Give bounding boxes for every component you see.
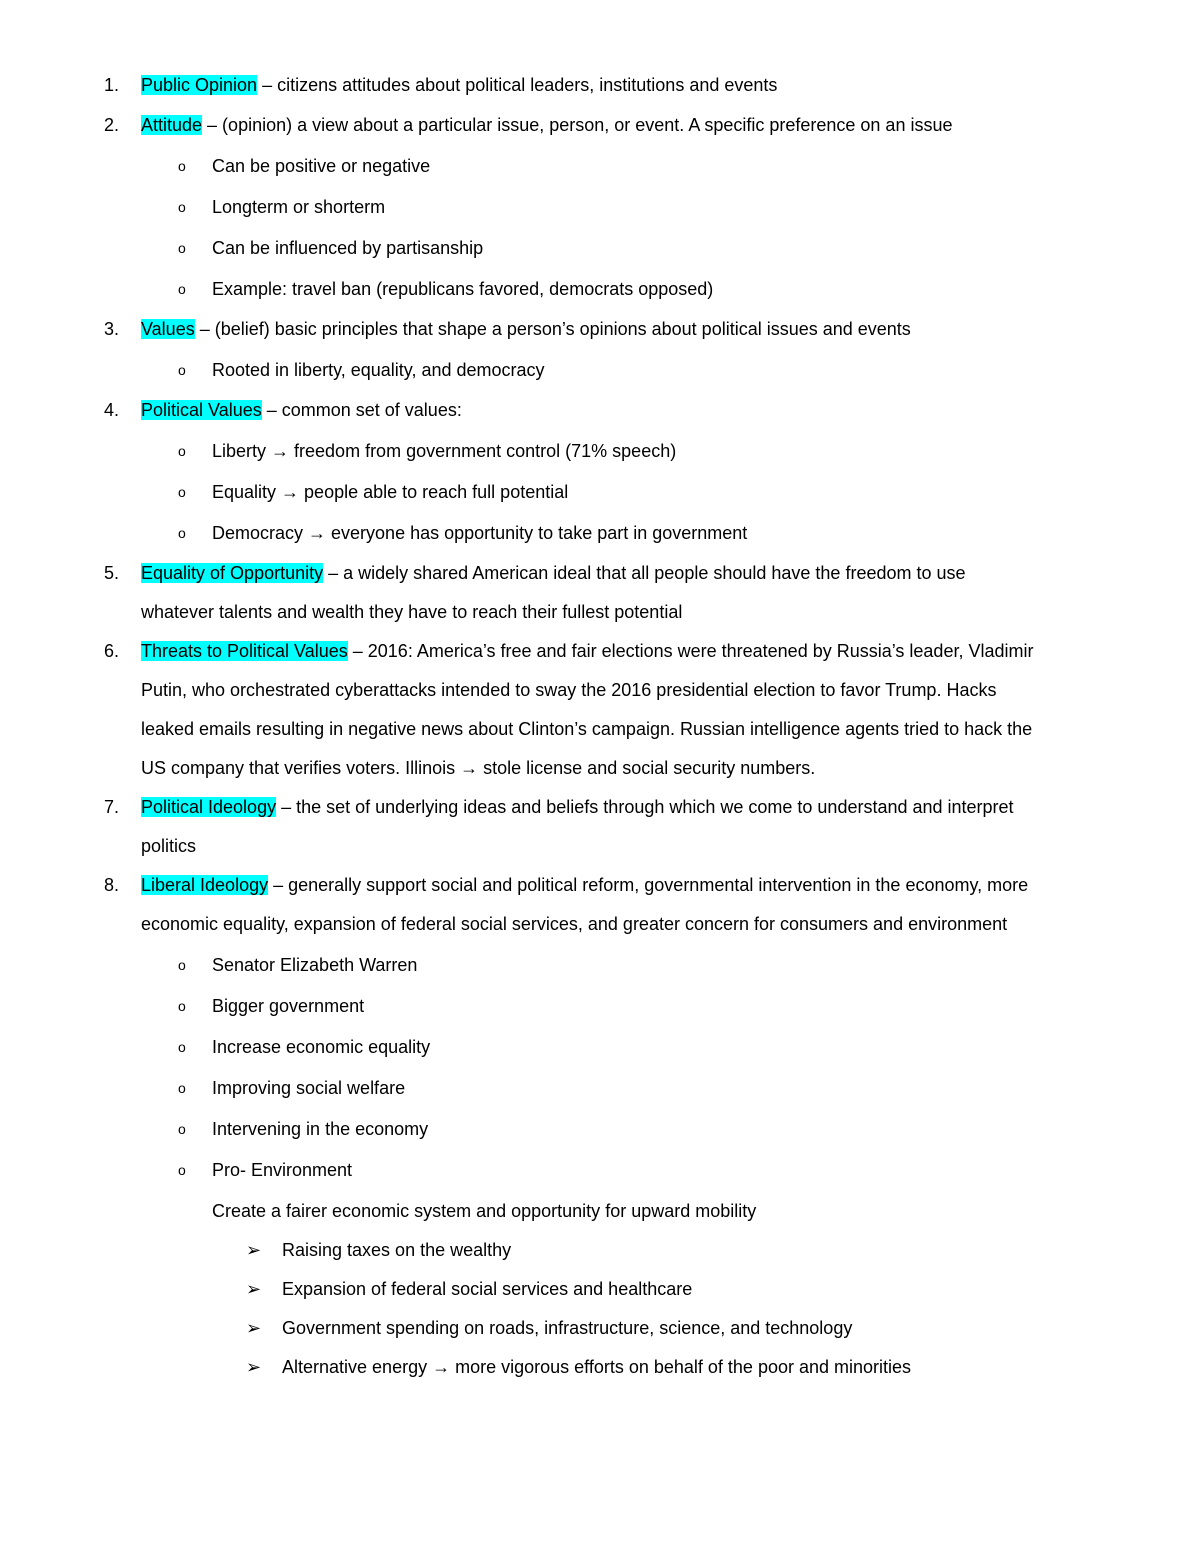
item-number: 5. bbox=[104, 563, 120, 583]
arrowhead-bullet-icon: ➢ bbox=[246, 1240, 262, 1260]
circle-bullet-icon: o bbox=[178, 443, 186, 459]
sub-item: o Senator Elizabeth Warren bbox=[0, 952, 1200, 978]
arrow-item: ➢ Expansion of federal social services and healthcare bbox=[0, 1276, 1200, 1302]
arrow-item: ➢ Raising taxes on the wealthy bbox=[0, 1237, 1200, 1263]
highlighted-term: Threats to Political Values bbox=[141, 641, 348, 661]
highlighted-term: Public Opinion bbox=[141, 75, 258, 95]
circle-bullet-icon: o bbox=[178, 998, 186, 1014]
highlighted-term: Liberal Ideology bbox=[141, 875, 269, 895]
circle-bullet-icon: o bbox=[178, 484, 186, 500]
sub-item: o Equality → people able to reach full potential bbox=[0, 479, 1200, 505]
sub-item: o Longterm or shorterm bbox=[0, 194, 1200, 220]
arrow-icon: → bbox=[432, 1357, 451, 1377]
arrow-icon: → bbox=[281, 482, 300, 502]
circle-bullet-icon: o bbox=[178, 1080, 186, 1096]
highlighted-term: Political Ideology bbox=[141, 797, 277, 817]
definition: – the set of underlying ideas and beliefs through which we come to understand and interpret bbox=[276, 797, 1014, 817]
sub-item: o Pro- Environment bbox=[0, 1157, 1200, 1183]
continuation-line: leaked emails resulting in negative news about Clinton’s campaign. Russian intelligence agents tried to hack the bbox=[141, 719, 1033, 739]
circle-bullet-icon: o bbox=[178, 1162, 186, 1178]
circle-bullet-icon: o bbox=[178, 362, 186, 378]
continuation-line: Putin, who orchestrated cyberattacks intended to sway the 2016 presidential election to favor Trump. Hacks bbox=[141, 680, 997, 700]
arrow-icon: → bbox=[460, 758, 479, 778]
list-item bbox=[0, 316, 1200, 342]
item-number: 2. bbox=[104, 115, 120, 135]
continuation-line: economic equality, expansion of federal social services, and greater concern for consumers and environment bbox=[141, 914, 1008, 934]
sub-item: o Bigger government bbox=[0, 993, 1200, 1019]
arrowhead-bullet-icon: ➢ bbox=[246, 1279, 262, 1299]
definition: – 2016: America’s free and fair elections were threatened by Russia’s leader, Vladimir bbox=[347, 641, 1034, 661]
sub-item: o Example: travel ban (republicans favored, democrats opposed) bbox=[0, 276, 1200, 302]
sub-item: o Democracy → everyone has opportunity to take part in government bbox=[0, 520, 1200, 546]
continuation-line: US company that verifies voters. Illinois → stole license and social security numbers. bbox=[141, 758, 816, 778]
item-number: 4. bbox=[104, 400, 120, 420]
arrowhead-bullet-icon: ➢ bbox=[246, 1318, 262, 1338]
highlighted-term: Equality of Opportunity bbox=[141, 563, 324, 583]
circle-bullet-icon: o bbox=[178, 281, 186, 297]
arrow-item: ➢ Alternative energy → more vigorous efforts on behalf of the poor and minorities bbox=[0, 1354, 1200, 1380]
definition: – a widely shared American ideal that all people should have the freedom to use bbox=[323, 563, 966, 583]
continuation-line: whatever talents and wealth they have to reach their fullest potential bbox=[141, 602, 683, 622]
sub-item: o Rooted in liberty, equality, and democracy bbox=[0, 357, 1200, 383]
circle-bullet-icon: o bbox=[178, 199, 186, 215]
list-item bbox=[0, 72, 1200, 98]
document-body bbox=[0, 72, 1200, 1380]
continuation-line: politics bbox=[141, 836, 197, 856]
list-item bbox=[0, 872, 1200, 898]
list-item bbox=[0, 638, 1200, 664]
arrow-icon: → bbox=[308, 523, 327, 543]
item-number: 1. bbox=[104, 75, 120, 95]
note-line: Create a fairer economic system and opportunity for upward mobility bbox=[212, 1201, 757, 1221]
sub-item: o Can be positive or negative bbox=[0, 153, 1200, 179]
sub-item: o Liberty → freedom from government control (71% speech) bbox=[0, 438, 1200, 464]
list-item bbox=[0, 794, 1200, 820]
highlighted-term: Values bbox=[141, 319, 195, 339]
definition: – generally support social and political reform, governmental intervention in the economy, more bbox=[268, 875, 1029, 895]
highlighted-term: Attitude bbox=[141, 115, 203, 135]
highlighted-term: Political Values bbox=[141, 400, 262, 420]
sub-item: o Can be influenced by partisanship bbox=[0, 235, 1200, 261]
list-item bbox=[0, 397, 1200, 423]
sub-item: o Intervening in the economy bbox=[0, 1116, 1200, 1142]
circle-bullet-icon: o bbox=[178, 957, 186, 973]
sub-item: o Improving social welfare bbox=[0, 1075, 1200, 1101]
definition: – common set of values: bbox=[261, 400, 462, 420]
arrowhead-bullet-icon: ➢ bbox=[246, 1357, 262, 1377]
circle-bullet-icon: o bbox=[178, 158, 186, 174]
arrow-icon: → bbox=[271, 441, 290, 461]
item-number: 3. bbox=[104, 319, 120, 339]
circle-bullet-icon: o bbox=[178, 240, 186, 256]
item-number: 7. bbox=[104, 797, 120, 817]
definition: – citizens attitudes about political leaders, institutions and events bbox=[257, 75, 778, 95]
list-item bbox=[0, 112, 1200, 138]
circle-bullet-icon: o bbox=[178, 1121, 186, 1137]
item-number: 8. bbox=[104, 875, 120, 895]
definition: – (opinion) a view about a particular issue, person, or event. A specific preference on an issue bbox=[202, 115, 953, 135]
circle-bullet-icon: o bbox=[178, 525, 186, 541]
arrow-item: ➢ Government spending on roads, infrastructure, science, and technology bbox=[0, 1315, 1200, 1341]
list-item bbox=[0, 560, 1200, 586]
circle-bullet-icon: o bbox=[178, 1039, 186, 1055]
definition: – (belief) basic principles that shape a person’s opinions about political issues and events bbox=[194, 319, 911, 339]
item-number: 6. bbox=[104, 641, 120, 661]
sub-item: o Increase economic equality bbox=[0, 1034, 1200, 1060]
